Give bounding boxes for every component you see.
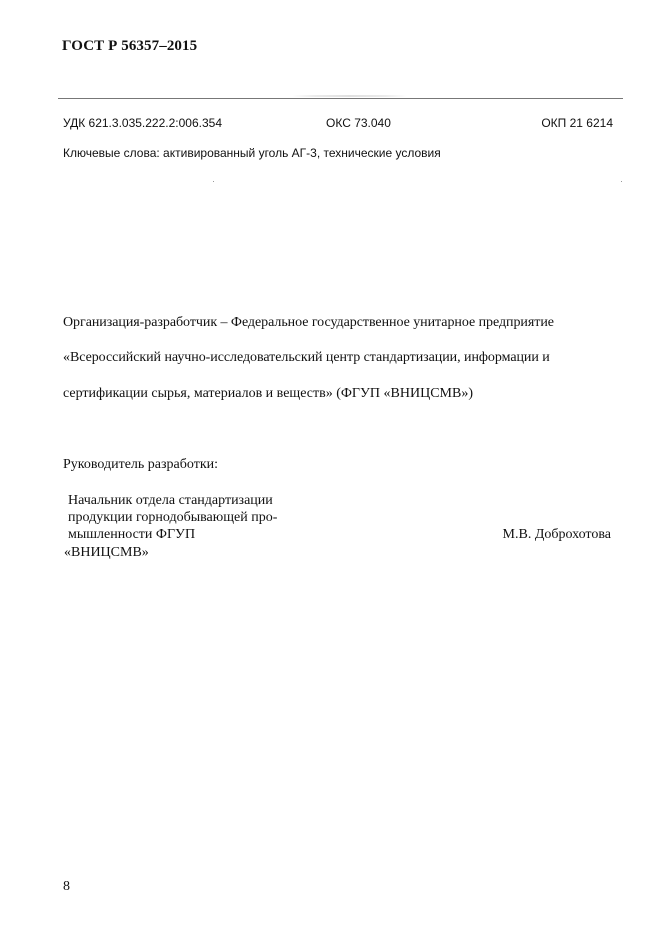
page-number: 8 bbox=[63, 879, 70, 894]
scan-speck bbox=[621, 181, 622, 182]
developer-line: «Всероссийский научно-исследовательский центр стандартизации, информации и bbox=[63, 350, 550, 365]
okp-code: ОКП 21 6214 bbox=[541, 116, 613, 130]
document-standard-id: ГОСТ Р 56357–2015 bbox=[62, 38, 198, 54]
header-divider bbox=[58, 98, 623, 99]
lead-position-line: продукции горнодобывающей про- bbox=[68, 510, 278, 525]
keywords-line: Ключевые слова: активированный уголь АГ-3, технические условия bbox=[63, 146, 441, 160]
developer-line: Организация-разработчик – Федеральное государственное унитарное предприятие bbox=[63, 315, 554, 330]
oks-code: ОКС 73.040 bbox=[326, 116, 391, 130]
lead-position-line: «ВНИЦСМВ» bbox=[64, 545, 149, 560]
scan-smudge bbox=[292, 95, 407, 97]
developer-line: сертификации сырья, материалов и веществ» (ФГУП «ВНИЦСМВ») bbox=[63, 386, 473, 401]
lead-position-line: мышленности ФГУП bbox=[68, 527, 196, 542]
udk-code: УДК 621.3.035.222.2:006.354 bbox=[63, 116, 222, 130]
lead-label: Руководитель разработки: bbox=[63, 457, 219, 472]
lead-name: М.В. Доброхотова bbox=[502, 527, 611, 542]
lead-position-line: Начальник отдела стандартизации bbox=[68, 493, 273, 508]
scan-speck bbox=[213, 181, 214, 182]
